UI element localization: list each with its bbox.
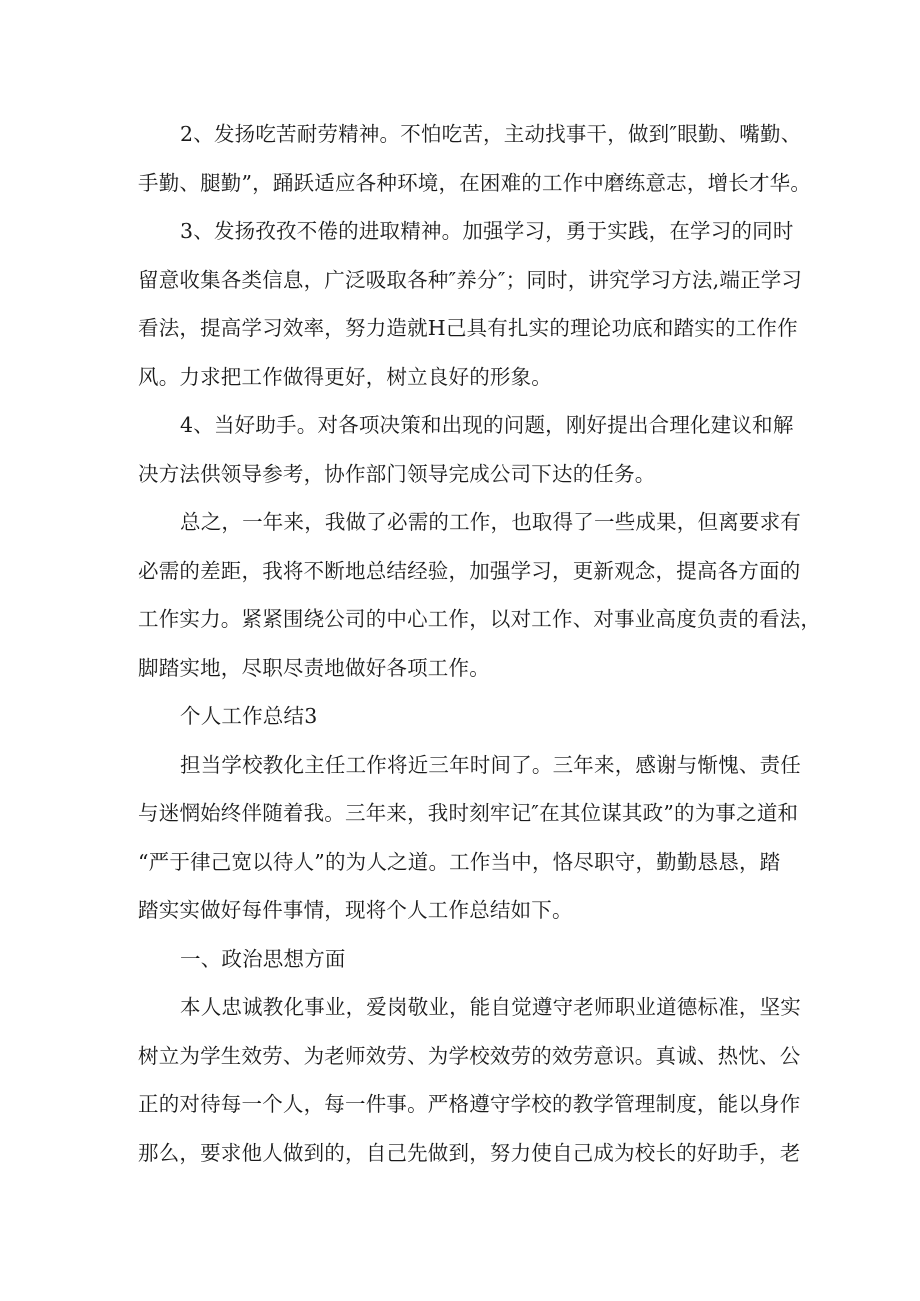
paragraph-line: 脚踏实地，尽职尽责地做好各项工作。 (138, 656, 490, 680)
paragraph-line: 手勤、腿勤”，踊跃适应各种环境，在困难的工作中磨练意志，增长才华。 (138, 171, 812, 195)
paragraph-line: 担当学校教化主任工作将近三年时间了。三年来，感谢与惭愧、责任 (180, 753, 801, 777)
paragraph-line: 工作实力。紧紧围绕公司的中心工作，以对工作、对事业高度负责的看法， (138, 607, 822, 631)
paragraph-line: “严于律己宽以待人”的为人之道。工作当中，恪尽职守，勤勤恳恳，踏 (138, 850, 781, 874)
paragraph-line: 3、发扬孜孜不倦的进取精神。加强学习，勇于实践，在学习的同时 (180, 219, 794, 243)
paragraph-line: 树立为学生效劳、为老师效劳、为学校效劳的效劳意识。真诚、热忱、公 (138, 1044, 801, 1068)
paragraph-line: 与迷惘始终伴随着我。三年来，我时刻牢记″在其位谋其政”的为事之道和 (138, 801, 799, 825)
paragraph-line: 本人忠诚教化事业，爱岗敬业，能自觉遵守老师职业道德标准，坚实 (180, 995, 801, 1019)
paragraph-line: 2、发扬吃苦耐劳精神。不怕吃苦，主动找事干，做到″眼勤、嘴勤、 (180, 122, 802, 146)
paragraph-line: 留意收集各类信息，广泛吸取各种″养分″；同时，讲究学习方法,端正学习 (138, 268, 803, 292)
paragraph-line: 必需的差距，我将不断地总结经验，加强学习，更新观念，提高各方面的 (138, 559, 801, 583)
paragraph-line: 决方法供领导参考，协作部门领导完成公司下达的任务。 (138, 462, 656, 486)
paragraph-line: 踏实实做好每件事情，现将个人工作总结如下。 (138, 898, 573, 922)
paragraph-line: 那么，要求他人做到的，自己先做到，努力使自己成为校长的好助手，老 (138, 1141, 801, 1165)
paragraph-line: 正的对待每一个人，每一件事。严格遵守学校的教学管理制度，能以身作 (138, 1092, 801, 1116)
paragraph-line: 4、当好助手。对各项决策和出现的问题，刚好提出合理化建议和解 (180, 413, 794, 437)
paragraph-line: 看法，提高学习效率，努力造就H己具有扎实的理论功底和踏实的工作作 (138, 316, 798, 340)
section-heading: 个人工作总结3 (180, 704, 318, 728)
paragraph-line: 总之，一年来，我做了必需的工作，也取得了一些成果，但离要求有 (180, 510, 801, 534)
section-heading: 一、政治思想方面 (180, 947, 346, 971)
paragraph-line: 风。力求把工作做得更好，树立良好的形象。 (138, 365, 552, 389)
